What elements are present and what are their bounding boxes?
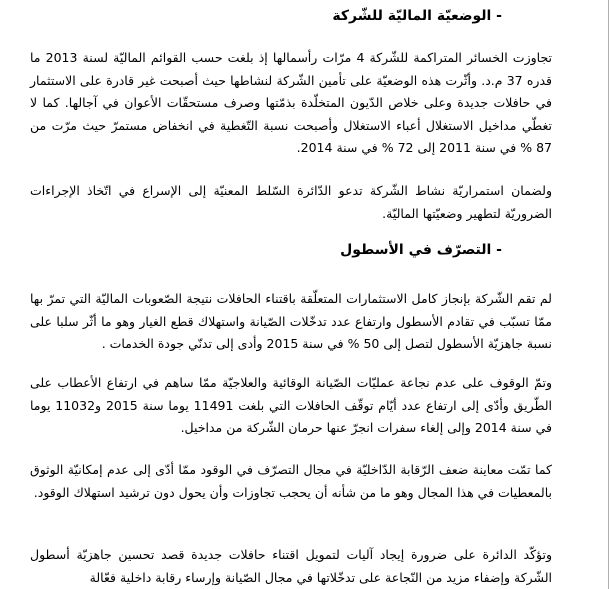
page-edge-rule xyxy=(608,0,609,589)
paragraph-fuel-control-text: كما تمّت معاينة ضعف الرّقابة الدّاخليّة في مجال التصرّف في الوقود ممّا أدّى إلى عدم إمكانيّة الوثوق بالمعطيات في هذا المجال وهو ما من شأنه أن يحجب تجاوزات وأن يحول دون ترشيد استهلاك الوقود. xyxy=(30,462,552,500)
paragraph-fleet-investment xyxy=(30,288,552,356)
paragraph-maintenance-text: وتمّ الوقوف على عدم نجاعة عمليّات الصّيانة الوقائية والعلاجيّة ممّا ساهم في ارتفاع الأعطاب على الطّريق وأدّى إلى ارتفاع عدد أيّام توقّف الحافلات التي بلغت 11491 يوما سنة 2015 و11032 يوما في سنة 2014 وإلى إلغاء سفرات انجرّ عنها حرمان الشّركة من مداخيل. xyxy=(30,375,553,435)
section-heading-financial-status xyxy=(332,6,502,26)
paragraph-fleet-recommendation-text: وتؤكّد الدائرة على ضرورة إيجاد آليات لتمويل اقتناء حافلات جديدة قصد تحسين جاهزيّة أسطول الشّركة وإضفاء مزيد من النّجاعة على تدخّلاتها في مجال الصّيانة وإرساء رقابة داخلية فعّالة xyxy=(30,547,552,585)
paragraph-accumulated-losses-text: تجاوزت الخسائر المتراكمة للشّركة 4 مرّات رأسمالها إذ بلغت حسب القوائم الماليّة لسنة 2013 ما قدره 37 م.د. وأثّرت هذه الوضعيّة على تأمين الشّركة لنشاطها حيث أصبحت غير قادرة على الاستثمار في حافلات جديدة وعلى خلاص الدّيون المتخلّدة بذمّتها وصرف مستحقّات الأعوان في آجالها. كما لا تغطّي مداخيل الاستغلال أعباء الاستغلال وأصبحت نسبة التّغطية في انخفاض مستمرّ حيث مرّت من 87 % في سنة 2011 إلى 72 % في سنة 2014. xyxy=(30,50,553,155)
paragraph-maintenance xyxy=(30,372,552,440)
paragraph-fleet-recommendation xyxy=(30,544,552,589)
section-heading-financial-status-text: - الوضعيّة الماليّة للشّركة xyxy=(332,8,502,24)
section-heading-fleet-management xyxy=(340,240,502,260)
section-heading-fleet-management-text: - التصرّف في الأسطول xyxy=(340,242,502,258)
paragraph-financial-recommendation-text: ولضمان استمراريّة نشاط الشّركة تدعو الدّائرة السّلط المعنيّة إلى الإسراع في اتّخاذ الإجراءات الضروريّة لتطهير وضعيّتها الماليّة. xyxy=(30,183,552,221)
paragraph-fuel-control xyxy=(30,459,552,504)
paragraph-fleet-investment-text: لم تقم الشّركة بإنجاز كامل الاستثمارات المتعلّقة باقتناء الحافلات نتيجة الصّعوبات الماليّة التي تمرّ بها ممّا تسبّب في تقادم الأسطول وارتفاع عدد تدخّلات الصّيانة واستهلاك قطع الغيار وهو ما أثّر سلبا على نسبة جاهزيّة الأسطول لتصل إلى 50 % في سنة 2015 وأدى إلى تدنّي جودة الخدمات . xyxy=(30,291,552,351)
paragraph-accumulated-losses xyxy=(30,47,552,160)
paragraph-financial-recommendation xyxy=(30,180,552,225)
